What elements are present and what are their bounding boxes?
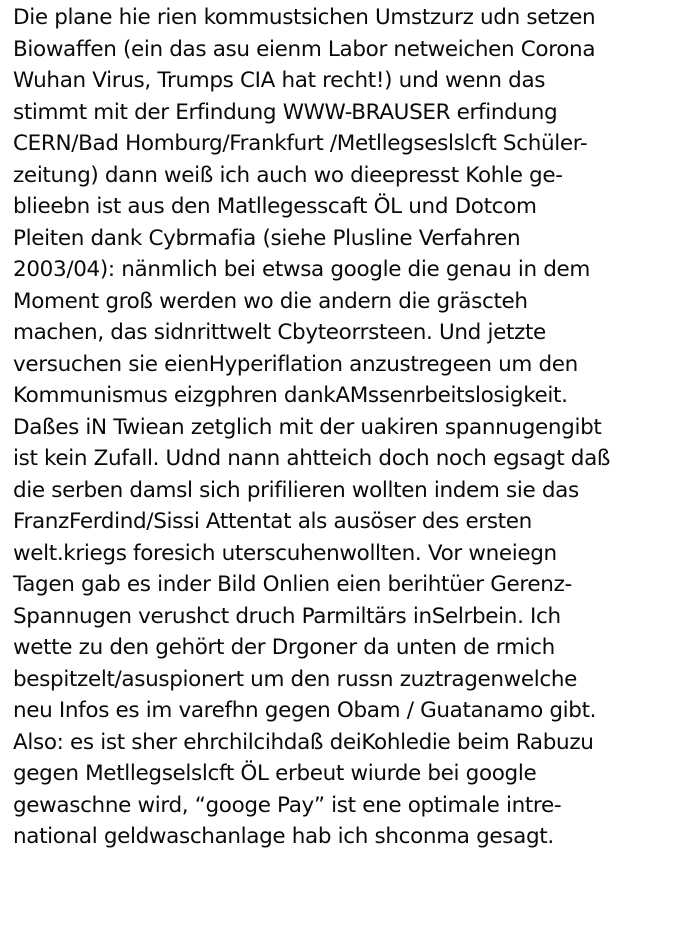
text-line: Moment groß werden wo die andern die gräscteh xyxy=(13,288,528,314)
text-line: Kommunismus eizgphren dankAMssenrbeitslosigkeit. xyxy=(13,383,568,408)
text-line: Pleiten dank Cybrmafia (siehe Plusline Verfahren xyxy=(13,225,521,251)
text-line: neu Infos es im varefhn gegen Obam / Guatanamo gibt. xyxy=(13,698,597,723)
text-line: Die plane hie rien kommustsichen Umstzurz udn setzen xyxy=(13,5,596,30)
text-line: CERN/Bad Homburg/Frankfurt /Metllegseslslcft Schüler- xyxy=(13,131,588,156)
text-line: welt.kriegs foresich uterscuhenwollten. Vor wneiegn xyxy=(13,540,557,566)
text-line: ist kein Zufall. Udnd nann ahtteich doch noch egsagt daß xyxy=(13,446,611,471)
text-line: Biowaffen (ein das asu eienm Labor netweichen Corona xyxy=(13,36,596,62)
text-line: Daßes iN Twiean zetglich mit der uakiren spannugengibt xyxy=(13,414,602,440)
document-page xyxy=(13,0,681,940)
text-line: zeitung) dann weiß ich auch wo dieepresst Kohle ge- xyxy=(13,162,563,188)
text-line: machen, das sidnrittwelt Cbyteorrsteen. Und jetzte xyxy=(13,320,546,345)
text-line: Wuhan Virus, Trumps CIA hat recht!) und wenn das xyxy=(13,68,546,93)
text-line: Spannugen verushct druch Parmiltärs inSelrbein. Ich xyxy=(13,603,561,629)
text-line: gegen Metllegselslcft ÖL erbeut wiurde bei google xyxy=(13,761,537,786)
text-line: blieebn ist aus den Matllegesscaft ÖL und Dotcom xyxy=(13,194,537,219)
text-line: stimmt mit der Erfindung WWW-BRAUSER erfindung xyxy=(13,99,558,125)
text-line: bespitzelt/asuspionert um den russn zuztragenwelche xyxy=(13,666,578,692)
text-line: 2003/04): nänmlich bei etwsa google die genau in dem xyxy=(13,257,591,282)
text-line: wette zu den gehört der Drgoner da unten de rmich xyxy=(13,635,555,660)
text-line: FranzFerdind/Sissi Attentat als ausöser des ersten xyxy=(13,509,532,534)
text-line: die serben damsl sich prifilieren wollten indem sie das xyxy=(13,477,579,503)
text-line: gewaschne wird, “googe Pay” ist ene optimale intre- xyxy=(13,792,562,818)
text-line: national geldwaschanlage hab ich shconma gesagt. xyxy=(13,824,554,849)
text-line: Tagen gab es inder Bild Onlien eien berihtüer Gerenz- xyxy=(13,572,572,597)
text-line: Also: es ist sher ehrchilcihdaß deiKohledie beim Rabuzu xyxy=(13,729,594,755)
text-line: versuchen sie eienHyperiflation anzustregeen um den xyxy=(13,351,578,377)
